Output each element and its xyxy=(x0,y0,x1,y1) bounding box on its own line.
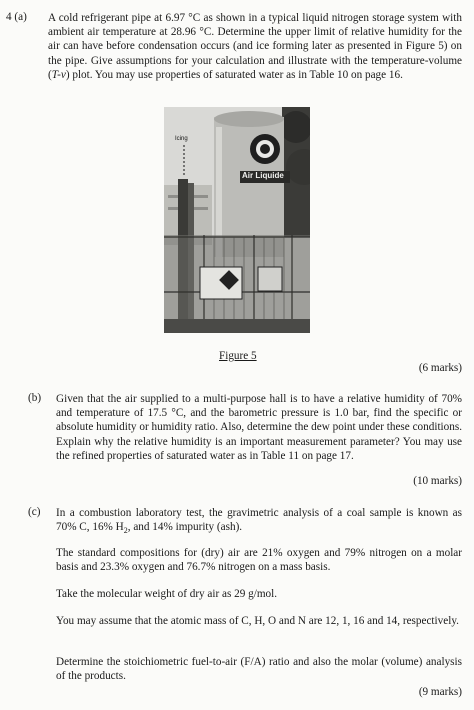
figure-caption: Figure 5 xyxy=(219,350,257,362)
part-b-marks: (10 marks) xyxy=(413,475,462,487)
question-number: 4 (a) xyxy=(6,11,27,23)
part-b-text: Given that the air supplied to a multi-purpose hall is to have a relative humidity of 70% and temperature of 17.5 °C, and the barometric pressure is 1.0 bar, find the specific or absolute humidity or humidity ratio. Also, determine the dew point under these conditions. Explain why the relative humidity is an important measurement parameter? You may use the refined properties of saturated water as in Table 11 on page 17. xyxy=(56,393,462,462)
part-c-paragraph-5: Determine the stoichiometric fuel-to-air (F/A) ratio and also the molar (volume) analysis of the products. xyxy=(56,656,462,683)
icing-label: Icing xyxy=(175,136,188,142)
part-b-label: (b) xyxy=(28,392,42,404)
part-c-paragraph-3: Take the molecular weight of dry air as 29 g/mol. xyxy=(56,588,278,600)
part-c-paragraph-4: You may assume that the atomic mass of C, H, O and N are 12, 1, 16 and 14, respectively. xyxy=(56,615,459,627)
part-a-text: A cold refrigerant pipe at 6.97 °C as shown in a typical liquid nitrogen storage system with ambient air temperature at 28.96 °C. Determine the upper limit of relative humidity for the air can have before condensation occurs (and ice forming later as presented in Figure 5) on the pipe. Give assumptions for your calculation and illustrate with the temperature-volume (T-v) plot. You may use properties of saturated water as in Table 10 on page 16. xyxy=(48,12,462,81)
logo-text: Air Liquide xyxy=(242,171,284,180)
part-a-marks: (6 marks) xyxy=(418,362,462,374)
part-c-marks: (9 marks) xyxy=(418,686,462,698)
figure-5-photo xyxy=(164,107,310,333)
part-c-paragraph-1: In a combustion laboratory test, the gravimetric analysis of a coal sample is known as 70% C, 16% $H_2$, and 14% impurity (ash). xyxy=(56,507,462,536)
part-c-paragraph-2: The standard compositions for (dry) air are 21% oxygen and 79% nitrogen on a molar basis and 23.3% oxygen and 76.7% nitrogen on a mass basis. xyxy=(56,547,462,574)
part-c-label: (c) xyxy=(28,506,41,518)
